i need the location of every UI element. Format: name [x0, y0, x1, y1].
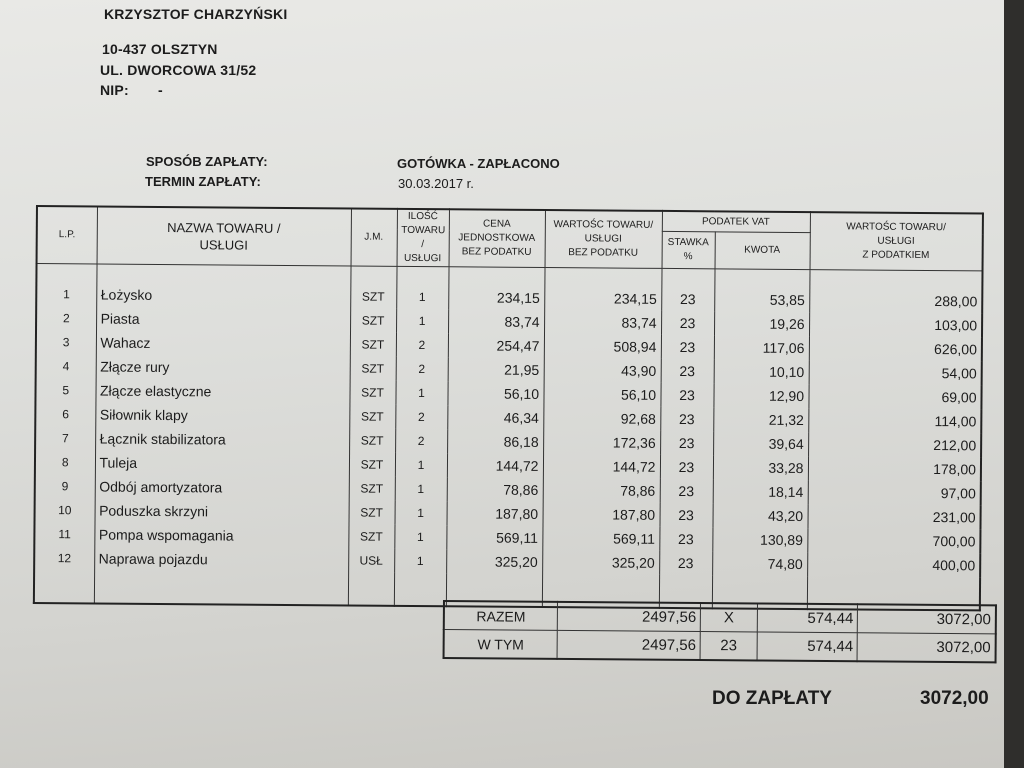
col-qty: ILOŚĆ TOWARU / USŁUGI	[397, 209, 449, 267]
item-vat-amount: 130,89	[712, 527, 807, 552]
item-unit: SZT	[349, 452, 395, 476]
item-vat-rate: 23	[660, 479, 713, 503]
item-unit-price: 56,10	[447, 381, 543, 406]
background-edge	[1004, 0, 1024, 768]
item-quantity: 1	[394, 549, 446, 573]
item-unit: SZT	[349, 500, 395, 524]
item-name: Odbój amortyzatora	[95, 474, 349, 500]
item-unit-price: 254,47	[448, 333, 544, 358]
item-net-value: 172,36	[543, 430, 660, 455]
item-quantity: 2	[396, 333, 448, 357]
wtym-gross: 3072,00	[858, 633, 996, 663]
item-unit: SZT	[350, 308, 396, 332]
item-unit-price: 83,74	[448, 309, 544, 334]
item-net-value: 325,20	[542, 550, 659, 575]
col-jm: J.M.	[351, 208, 397, 266]
table-row	[36, 264, 982, 314]
item-name: Złącze rury	[96, 354, 350, 380]
item-vat-amount: 43,20	[712, 503, 807, 528]
item-vat-amount: 12,90	[713, 383, 808, 408]
item-vat-amount: 74,80	[712, 551, 807, 576]
item-quantity: 1	[395, 381, 447, 405]
item-quantity: 1	[396, 309, 448, 333]
item-lp: 9	[35, 474, 95, 498]
item-lp: 7	[35, 426, 95, 450]
amount-due-label: DO ZAPŁATY	[712, 688, 832, 709]
seller-name: KRZYSZTOF CHARZYŃSKI	[104, 6, 288, 22]
col-vat-rate: STAWKA %	[662, 232, 715, 269]
item-unit: SZT	[349, 428, 395, 452]
item-vat-amount: 39,64	[713, 431, 808, 456]
item-unit-price: 325,20	[446, 549, 542, 574]
item-name: Piasta	[96, 306, 350, 332]
item-net-value: 508,94	[544, 334, 661, 359]
razem-label: RAZEM	[444, 601, 558, 630]
item-unit: SZT	[350, 332, 396, 356]
item-gross-value: 178,00	[808, 456, 981, 481]
razem-net: 2497,56	[557, 602, 701, 632]
item-gross-value: 400,00	[807, 552, 980, 577]
item-gross-value: 69,00	[808, 384, 981, 409]
item-name: Łożysko	[96, 264, 350, 308]
payment-method-value: GOTÓWKA - ZAPŁACONO	[397, 156, 560, 171]
item-vat-amount: 19,26	[714, 311, 809, 336]
item-net-value: 83,74	[544, 310, 661, 335]
totals-table	[443, 600, 997, 663]
razem-vat: 574,44	[757, 603, 858, 632]
item-quantity: 1	[395, 477, 447, 501]
items-table	[33, 205, 984, 611]
item-lp: 5	[35, 378, 95, 402]
col-net: WARTOŚC TOWARU/ USŁUGI BEZ PODATKU	[545, 210, 662, 268]
item-quantity: 2	[395, 405, 447, 429]
razem-rate: X	[701, 603, 757, 632]
item-net-value: 43,90	[544, 358, 661, 383]
item-quantity: 1	[394, 501, 446, 525]
payment-term-value: 30.03.2017 r.	[398, 176, 474, 191]
seller-street: UL. DWORCOWA 31/52	[100, 62, 257, 78]
item-unit: SZT	[350, 356, 396, 380]
item-gross-value: 54,00	[809, 360, 982, 385]
item-unit: SZT	[350, 266, 396, 309]
col-gross: WARTOŚC TOWARU/ USŁUGI Z PODATKIEM	[810, 212, 983, 271]
item-net-value: 78,86	[543, 478, 660, 503]
item-quantity: 2	[396, 357, 448, 381]
item-unit: SZT	[348, 524, 394, 548]
item-vat-rate: 23	[661, 268, 714, 311]
item-name: Wahacz	[96, 330, 350, 356]
col-lp: L.P.	[37, 206, 97, 264]
item-vat-rate: 23	[660, 431, 713, 455]
item-gross-value: 700,00	[807, 528, 980, 553]
item-vat-rate: 23	[660, 407, 713, 431]
item-unit: SZT	[349, 476, 395, 500]
item-gross-value: 626,00	[809, 336, 982, 361]
item-quantity: 2	[395, 429, 447, 453]
item-unit-price: 569,11	[446, 525, 542, 550]
item-lp: 1	[36, 264, 96, 307]
item-unit: SZT	[349, 380, 395, 404]
item-unit-price: 234,15	[448, 267, 544, 310]
item-vat-rate: 23	[660, 455, 713, 479]
item-vat-rate: 23	[661, 359, 714, 383]
item-vat-rate: 23	[659, 503, 712, 527]
item-gross-value: 212,00	[808, 432, 981, 457]
item-quantity: 1	[396, 266, 448, 309]
wtym-vat: 574,44	[757, 632, 858, 661]
item-name: Siłownik klapy	[95, 402, 349, 428]
col-vat-amount: KWOTA	[715, 232, 810, 270]
item-net-value: 569,11	[542, 526, 659, 551]
col-vat-group: PODATEK VAT	[662, 211, 810, 233]
item-lp: 11	[34, 522, 94, 546]
item-gross-value: 231,00	[808, 504, 981, 529]
item-net-value: 187,80	[542, 502, 659, 527]
item-vat-rate: 23	[661, 335, 714, 359]
seller-nip-label: NIP:	[100, 82, 129, 98]
item-vat-rate: 23	[659, 551, 712, 575]
item-name: Łącznik stabilizatora	[95, 426, 349, 452]
item-vat-amount: 10,10	[714, 359, 809, 384]
item-name: Złącze elastyczne	[95, 378, 349, 404]
totals-row-razem	[444, 601, 996, 634]
item-gross-value: 97,00	[808, 480, 981, 505]
item-gross-value: 103,00	[809, 312, 982, 337]
wtym-label: W TYM	[444, 630, 558, 659]
item-unit-price: 187,80	[446, 501, 542, 526]
item-net-value: 56,10	[543, 382, 660, 407]
item-lp: 12	[34, 546, 94, 570]
item-unit: SZT	[349, 404, 395, 428]
item-lp: 3	[36, 330, 96, 354]
totals-row-wtym	[444, 630, 996, 663]
wtym-rate: 23	[700, 632, 756, 661]
item-gross-value: 114,00	[808, 408, 981, 433]
item-vat-rate: 23	[659, 527, 712, 551]
item-net-value: 234,15	[544, 267, 661, 310]
item-net-value: 144,72	[543, 454, 660, 479]
item-lp: 10	[35, 498, 95, 522]
seller-city: 10-437 OLSZTYN	[102, 41, 218, 57]
amount-due-value: 3072,00	[920, 688, 989, 709]
payment-term-label: TERMIN ZAPŁATY:	[145, 174, 261, 189]
item-vat-amount: 33,28	[713, 455, 808, 480]
item-unit-price: 46,34	[447, 405, 543, 430]
item-vat-rate: 23	[661, 311, 714, 335]
item-lp: 8	[35, 450, 95, 474]
item-vat-amount: 21,32	[713, 407, 808, 432]
item-vat-rate: 23	[660, 383, 713, 407]
item-unit: USŁ	[348, 548, 394, 572]
col-name: NAZWA TOWARU / USŁUGI	[97, 206, 351, 265]
item-vat-amount: 53,85	[714, 269, 809, 312]
razem-gross: 3072,00	[858, 604, 996, 634]
col-price: CENA JEDNOSTKOWA BEZ PODATKU	[449, 209, 545, 267]
item-lp: 2	[36, 306, 96, 330]
item-unit-price: 144,72	[447, 453, 543, 478]
item-quantity: 1	[395, 453, 447, 477]
wtym-net: 2497,56	[557, 630, 701, 660]
item-name: Tuleja	[95, 450, 349, 476]
payment-method-label: SPOSÓB ZAPŁATY:	[146, 154, 268, 169]
item-lp: 4	[36, 354, 96, 378]
item-unit-price: 86,18	[447, 429, 543, 454]
item-lp: 6	[35, 402, 95, 426]
seller-nip-value: -	[158, 82, 163, 98]
item-name: Pompa wspomagania	[94, 522, 348, 548]
item-vat-amount: 117,06	[714, 335, 809, 360]
item-quantity: 1	[394, 525, 446, 549]
item-net-value: 92,68	[543, 406, 660, 431]
item-gross-value: 288,00	[809, 270, 982, 314]
item-unit-price: 21,95	[448, 357, 544, 382]
item-unit-price: 78,86	[447, 477, 543, 502]
item-vat-amount: 18,14	[713, 479, 808, 504]
item-name: Naprawa pojazdu	[94, 546, 348, 572]
item-name: Poduszka skrzyni	[95, 498, 349, 524]
